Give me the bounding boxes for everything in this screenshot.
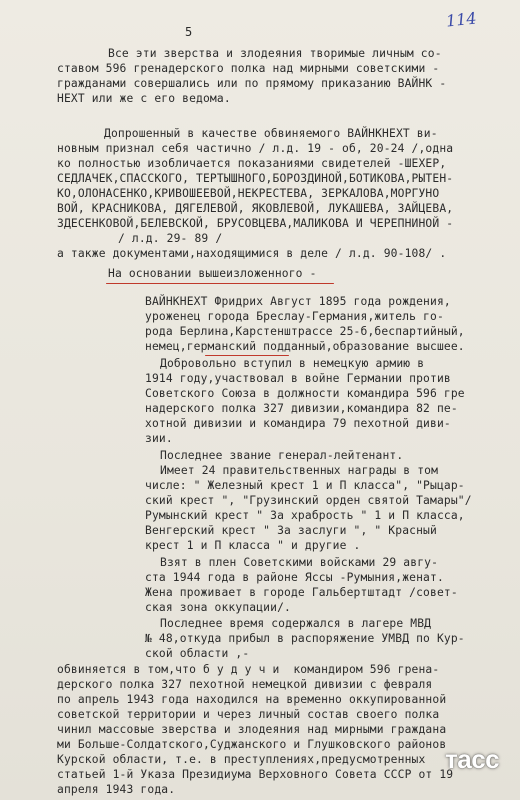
text-line: 1914 году,участвовал в войне Германии против [145,372,451,385]
text-line: ми Больше-Солдатского,Суджанского и Глушковского районов [57,738,447,751]
text-line: надерского полка 327 дивизии,командира 82 пе- [145,402,458,415]
red-pencil-underline [106,283,334,284]
text-line: ской области ,- [145,647,250,660]
section-heading: На основании вышеизложенного - [108,267,317,280]
text-line: Последнее время содержался в лагере МВД [160,617,432,630]
text-line: ская зона оккупации/. [145,601,291,614]
page-number: 5 [185,25,193,39]
text-line: крест 1 и П класса " и другие . [145,539,361,552]
text-line: Добровольно вступил в немецкую армию в [160,357,425,370]
text-line: № 48,откуда прибыл в распоряжение УМВД по Кур- [145,632,465,645]
text-line: ский крест ", "Грузинский орден святой Тамары"/ [145,494,472,507]
text-line: Допрошенный в качестве обвиняемого ВАЙНКНЕХТ ви- [104,127,438,140]
text-line: / л.д. 29- 89 / [118,232,223,245]
text-line: советской территории и через личный состав своего полка [57,708,440,721]
text-line: а также документами,находящимися в деле / л.д. 90-108/ . [57,247,447,260]
text-line: гражданами совершались или по прямому приказанию ВАЙНК - [57,77,447,90]
text-line: по апрель 1943 года находился на временно оккупированной [57,693,447,706]
text-line: Курской области, т.е. в преступлениях,предусмотренных [57,753,426,766]
text-line: Советского Союза в должности командира 596 гре [145,387,465,400]
text-line: Имеет 24 правительственных награды в том [160,464,439,477]
text-line: чинил массовые зверства и злодеяния над мирными граждана [57,723,447,736]
text-line: Взят в плен Советскими войсками 29 авгу- [160,556,439,569]
text-line: Венгерский крест " За заслуги ", " Красный [145,524,437,537]
text-line: немец,германский подданный,образование высшее. [145,340,465,353]
text-line: новным признал себя частично / л.д. 19 - об, 20-24 /,одна [57,142,454,155]
text-line: НЕХТ или же с его ведома. [57,92,231,105]
text-line: Жена проживает в городе Гальбертштадт /совет- [145,586,458,599]
text-line: Последнее звание генерал-лейтенант. [160,449,404,462]
text-line: дерского полка 327 пехотной немецкой дивизии с февраля [57,678,433,691]
text-line: уроженец города Бреслау-Германия,житель го- [145,310,444,323]
tass-watermark-logo: тасс [445,744,500,774]
text-line: ВОЙ, КРАСНИКОВА, ДЯГЕЛЕВОЙ, ЯКОВЛЕВОЙ, ЛУКАШЕВА, ЗАЙЦЕВА, [57,202,454,215]
text-line: ВАЙНКНЕХТ Фридрих Август 1895 года рождения, [145,295,451,308]
text-line: ставом 596 гренадерского полка над мирными советскими - [57,62,440,75]
text-line: ста 1944 года в районе Яссы -Румыния,женат. [145,571,444,584]
text-line: рода Берлина,Карстенштрассе 25-б,беспартийный, [145,325,465,338]
text-line: хотной дивизии и командира 79 пехотной диви- [145,417,451,430]
text-line: СЕДЛАЧЕК,СПАССКОГО, ТЕРТЫШНОГО,БОРОЗДИНОЙ,БОТИКОВА,РЫТЕН- [57,172,454,185]
text-line: обвиняется в том,что б у д у ч и командиром 596 грена- [57,663,440,676]
text-line: ко полностью изобличается показаниями свидетелей -ШЕХЕР, [57,157,447,170]
archive-page-number: 114 [445,8,478,31]
text-line: Румынский крест " За храбрость " 1 и П класса, [145,509,465,522]
text-line: зии. [145,432,173,445]
text-line: статьей 1-й Указа Президиума Верховного Совета СССР от 19 [57,768,454,781]
text-line: ЗДЕСЕНКОВОЙ,БЕЛЕВСКОЙ, БРУСОВЦЕВА,МАЛИКОВА И ЧЕРЕПНИНОЙ - [57,217,454,230]
text-line: числе: " Железный крест 1 и П класса", "Рыцар- [145,479,465,492]
red-pencil-underline [205,355,289,356]
text-line: Все эти зверства и злодеяния творимые личным со- [108,47,442,60]
text-line: КО,ОЛОНАСЕНКО,КРИВОШЕЕВОЙ,НЕКРЕСТЕВА, ЗЕРКАЛОВА,МОРГУНО [57,187,440,200]
text-line: апреля 1943 года. [57,783,176,796]
